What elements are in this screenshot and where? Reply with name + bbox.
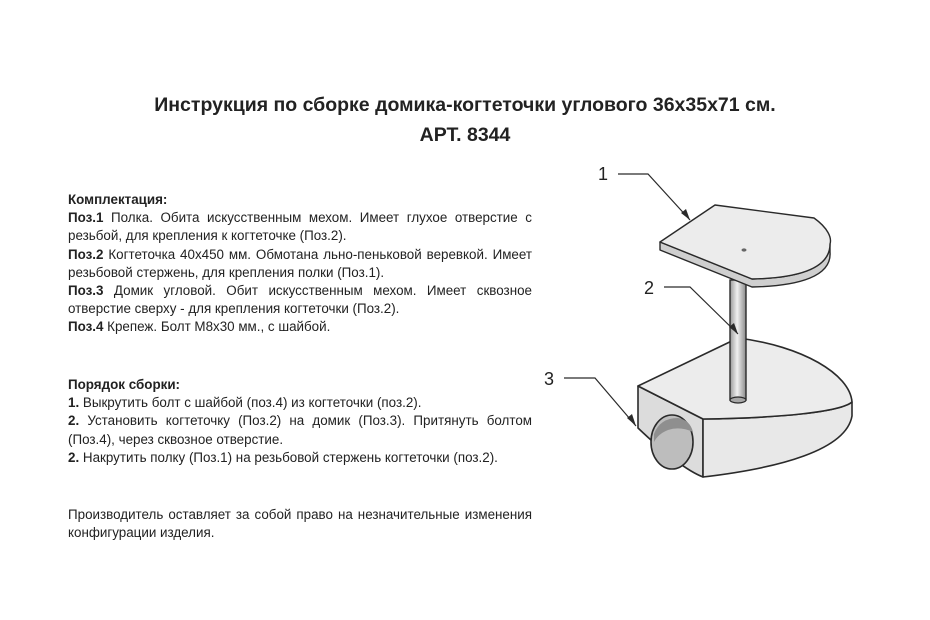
manufacturer-note-text: Производитель оставляет за собой право на незначительные изменения конфигурации изделия. (68, 507, 532, 541)
assembly-figure (540, 150, 930, 500)
document-title (0, 90, 930, 150)
scratching-post-base (730, 397, 746, 403)
callout-3 (544, 369, 636, 426)
callout-1 (598, 164, 690, 220)
assembly-step-3-text: Накрутить полку (Поз.1) на резьбовой стержень когтеточки (поз.2). (79, 449, 498, 465)
kit-item-3 (68, 282, 532, 318)
callout-2-label: 2 (644, 278, 655, 298)
assembly-step-1-num: 1. (68, 395, 80, 411)
kit-item-1-pos: Поз.1 (68, 210, 104, 226)
kit-item-2-text: Когтеточка 40х450 мм. Обмотана льно-пеньковой веревкой. Имеет резьбовой стержень, для крепления полки (Поз.1). (68, 246, 532, 280)
assembly-step-2-text: Установить когтеточку (Поз.2) на домик (Поз.3). Притянуть болтом (Поз.4), через сквозное отверстие. (68, 413, 532, 447)
kit-item-1 (68, 209, 532, 245)
assembly-step-2 (68, 412, 532, 448)
kit-item-2 (68, 246, 532, 282)
kit-item-4-pos: Поз.4 (68, 319, 104, 335)
kit-item-4-text: Крепеж. Болт М8х30 мм., с шайбой. (103, 319, 331, 335)
cat-house-illustration (540, 150, 930, 500)
assembly-step-3-num: 2. (68, 449, 80, 465)
callout-1-label: 1 (598, 164, 609, 184)
shelf-mount-hole (742, 248, 747, 251)
kit-item-2-pos: Поз.2 (68, 246, 104, 262)
callout-3-label: 3 (544, 369, 555, 389)
kit-heading: Комплектация: (68, 192, 168, 207)
kit-item-3-text: Домик угловой. Обит искусственным мехом. Имеет сквозное отверстие сверху - для крепления когтеточки (Поз.2). (68, 283, 532, 317)
assembly-step-3 (68, 449, 532, 467)
assembly-section (68, 376, 532, 467)
shelf-part (660, 205, 830, 287)
title-line-1: Инструкция по сборке домика-когтеточки углового 36х35х71 см. (154, 94, 776, 116)
callout-2 (644, 278, 738, 334)
assembly-step-1-text: Выкрутить болт с шайбой (поз.4) из когтеточки (поз.2). (79, 395, 422, 411)
assembly-step-1 (68, 394, 532, 412)
kit-item-1-text: Полка. Обита искусственным мехом. Имеет глухое отверстие с резьбой, для крепления к когтеточке (Поз.2). (68, 210, 532, 244)
manufacturer-note (68, 506, 532, 542)
kit-item-3-pos: Поз.3 (68, 283, 104, 299)
scratching-post-part (730, 280, 746, 403)
kit-item-4 (68, 318, 532, 336)
kit-section (68, 191, 532, 337)
title-line-2: АРТ. 8344 (419, 124, 511, 146)
assembly-heading: Порядок сборки: (68, 377, 181, 392)
assembly-step-2-num: 2. (68, 413, 80, 429)
scratching-post (730, 280, 746, 400)
